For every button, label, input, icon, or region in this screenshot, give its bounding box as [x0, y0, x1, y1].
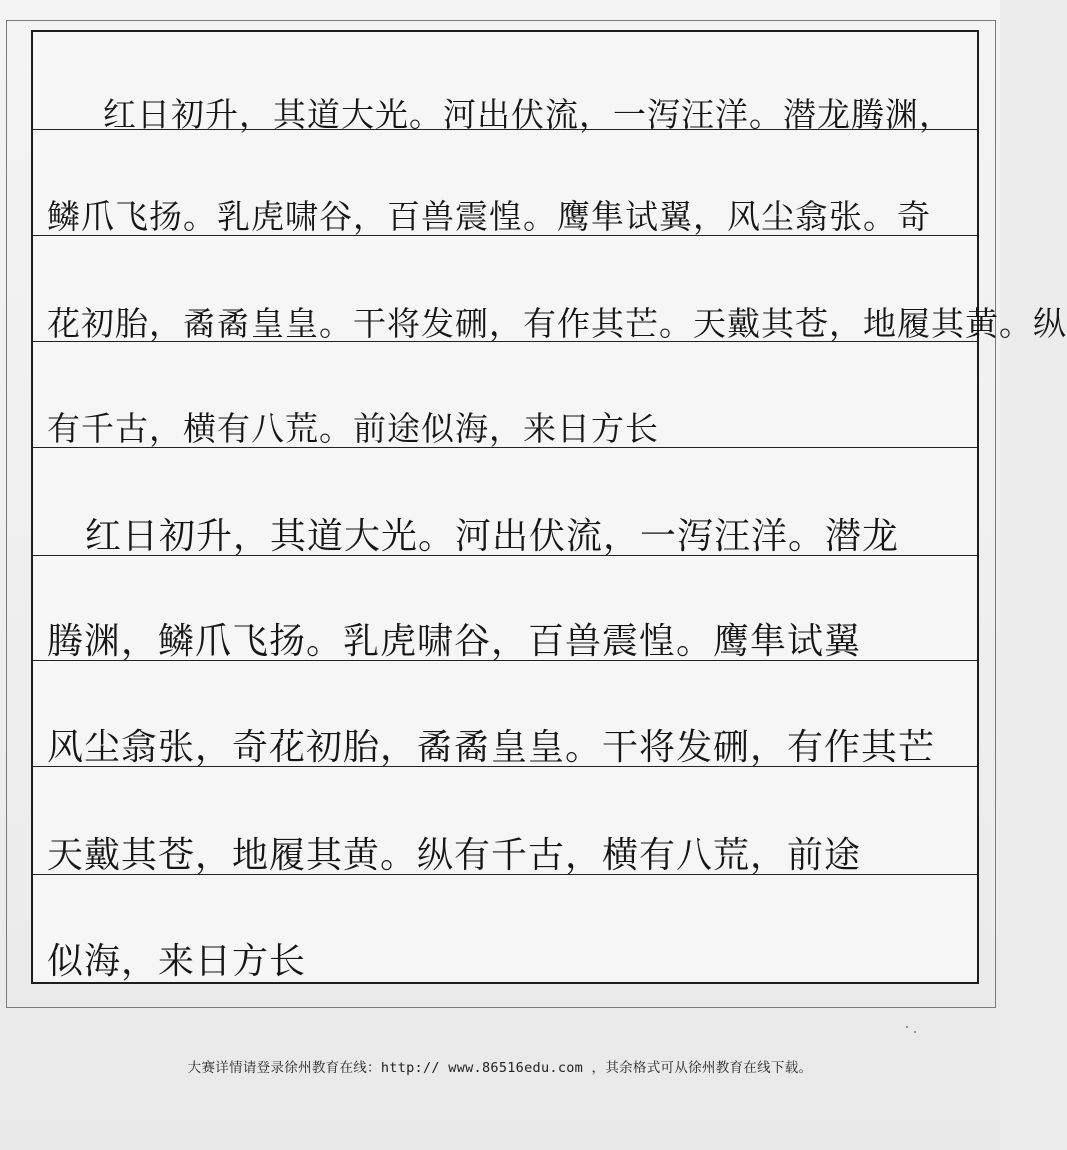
handwritten-line-8: 天戴其苍，地履其黄。纵有千古，横有八荒，前途: [47, 835, 862, 876]
paper-speck: [914, 1031, 916, 1033]
handwritten-line-3: 花初胎，矞矞皇皇。干将发硎，有作其芒。天戴其苍，地履其黄。纵: [47, 304, 1067, 343]
handwritten-line-1: 红日初升，其道大光。河出伏流，一泻汪洋。潜龙腾渊，: [103, 95, 953, 134]
handwritten-line-4: 有千古，横有八荒。前途似海，来日方长: [47, 409, 659, 448]
handwritten-line-6: 腾渊，鳞爪飞扬。乳虎啸谷，百兽震惶。鹰隼试翼: [47, 621, 862, 662]
handwritten-line-9: 似海，来日方长: [47, 941, 307, 982]
handwritten-line-7: 风尘翕张，奇花初胎，矞矞皇皇。干将发硎，有作其芒: [47, 727, 936, 768]
paper-speck: [906, 1026, 908, 1028]
footer-notice: 大赛详情请登录徐州教育在线：http:// www.86516edu.com ，其余格式可从徐州教育在线下载。: [187, 1060, 813, 1076]
handwritten-line-5: 红日初升，其道大光。河出伏流，一泻汪洋。潜龙: [85, 516, 900, 557]
writing-box: [31, 30, 1067, 984]
handwritten-line-2: 鳞爪飞扬。乳虎啸谷，百兽震惶。鹰隼试翼，风尘翕张。奇: [47, 197, 931, 236]
